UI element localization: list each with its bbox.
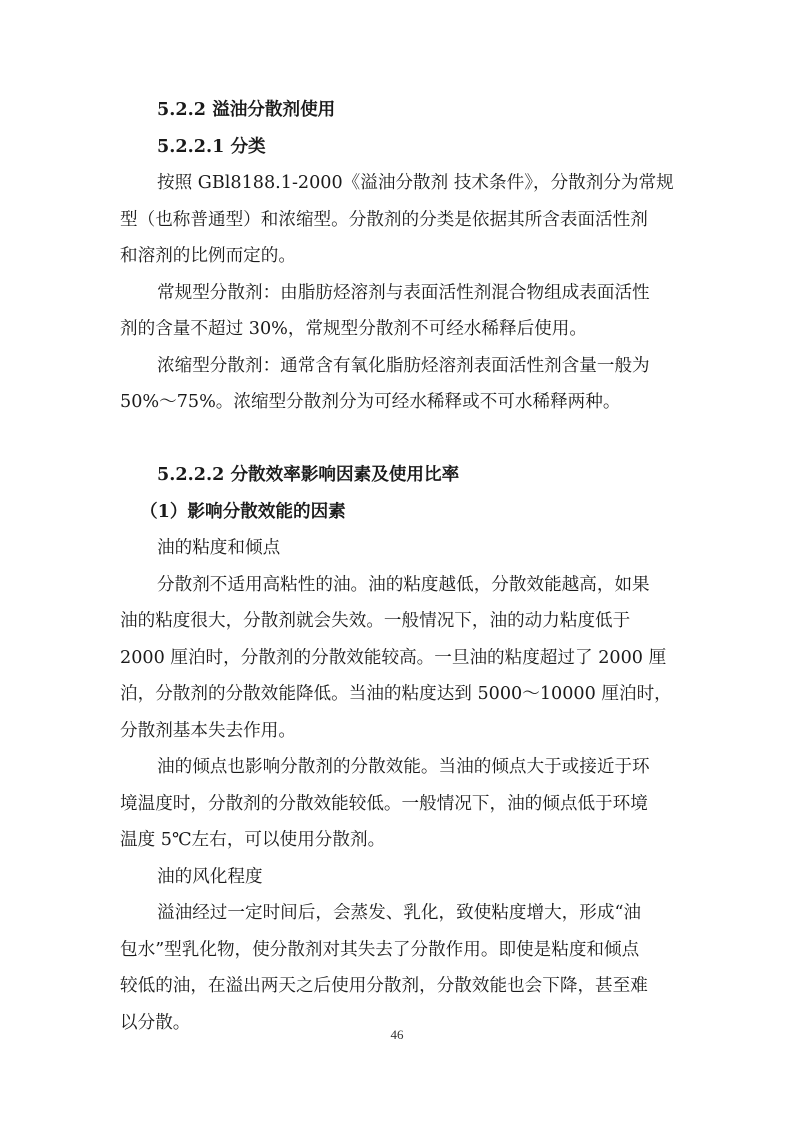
paragraph-pourpoint — [120, 749, 676, 859]
text-line: 较低的油，在溢出两天之后使用分散剂，分散效能也会下降，甚至难 — [120, 976, 648, 996]
text-line: 按照 GBl8188.1-2000《溢油分散剂 技术条件》，分散剂分为常规 — [157, 173, 674, 193]
text-line: 分散剂基本失去作用。 — [120, 720, 296, 741]
text-line: 型（也称普通型）和浓缩型。分散剂的分类是依据其所含表面活性剂 — [120, 209, 648, 230]
text-line: 分散剂不适用高粘性的油。油的粘度越低，分散效能越高，如果 — [157, 574, 650, 595]
page-number: 46 — [390, 1027, 404, 1042]
spacer — [120, 421, 676, 458]
paragraph-viscosity — [120, 567, 676, 750]
subsection-heading-classification: 5.2.2.1 分类 — [157, 135, 266, 157]
text-line: 剂的含量不超过 30%，常规型分散剂不可经水稀释后使用。 — [120, 319, 587, 339]
text-line: 50%～75%。浓缩型分散剂分为可经水稀释或不可水稀释两种。 — [120, 392, 621, 412]
item-heading-factors: （1）影响分散效能的因素 — [140, 500, 346, 522]
text-line: 温度 5℃左右，可以使用分散剂。 — [120, 830, 386, 850]
text-line: 境温度时，分散剂的分散效能较低。一般情况下，油的倾点低于环境 — [120, 793, 648, 814]
paragraph-concentrated-dispersant — [120, 348, 676, 421]
text-line: 溢油经过一定时间后，会蒸发、乳化，致使粘度增大，形成“油 — [157, 903, 642, 923]
text-line: 以分散。 — [120, 1012, 191, 1033]
text-line: 油的粘度很大，分散剂就会失效。一般情况下，油的动力粘度低于 — [120, 611, 631, 631]
paragraph-conventional-dispersant — [120, 275, 676, 348]
text-line: 和溶剂的比例而定的。 — [120, 246, 296, 266]
subsection-heading-efficiency: 5.2.2.2 分散效率影响因素及使用比率 — [157, 464, 460, 485]
section-heading: 5.2.2 溢油分散剂使用 — [157, 99, 336, 120]
paragraph-classification-intro — [120, 165, 676, 275]
paragraph-weathering — [120, 895, 676, 1041]
topic-weathering: 油的风化程度 — [157, 866, 263, 887]
text-line: 2000 厘泊时，分散剂的分散效能较高。一旦油的粘度超过了 2000 厘 — [120, 647, 667, 668]
text-line: 浓缩型分散剂：通常含有氧化脂肪烃溶剂表面活性剂含量一般为 — [157, 355, 650, 376]
text-line: 常规型分散剂：由脂肪烃溶剂与表面活性剂混合物组成表面活性 — [157, 282, 650, 303]
topic-viscosity-pourpoint: 油的粘度和倾点 — [157, 538, 281, 558]
text-line: 油的倾点也影响分散剂的分散效能。当油的倾点大于或接近于环 — [157, 757, 650, 777]
document-page — [120, 92, 676, 1041]
text-line: 泊，分散剂的分散效能降低。当油的粘度达到 5000～10000 厘泊时， — [120, 684, 672, 704]
text-line: 包水”型乳化物，使分散剂对其失去了分散作用。即使是粘度和倾点 — [120, 939, 640, 960]
